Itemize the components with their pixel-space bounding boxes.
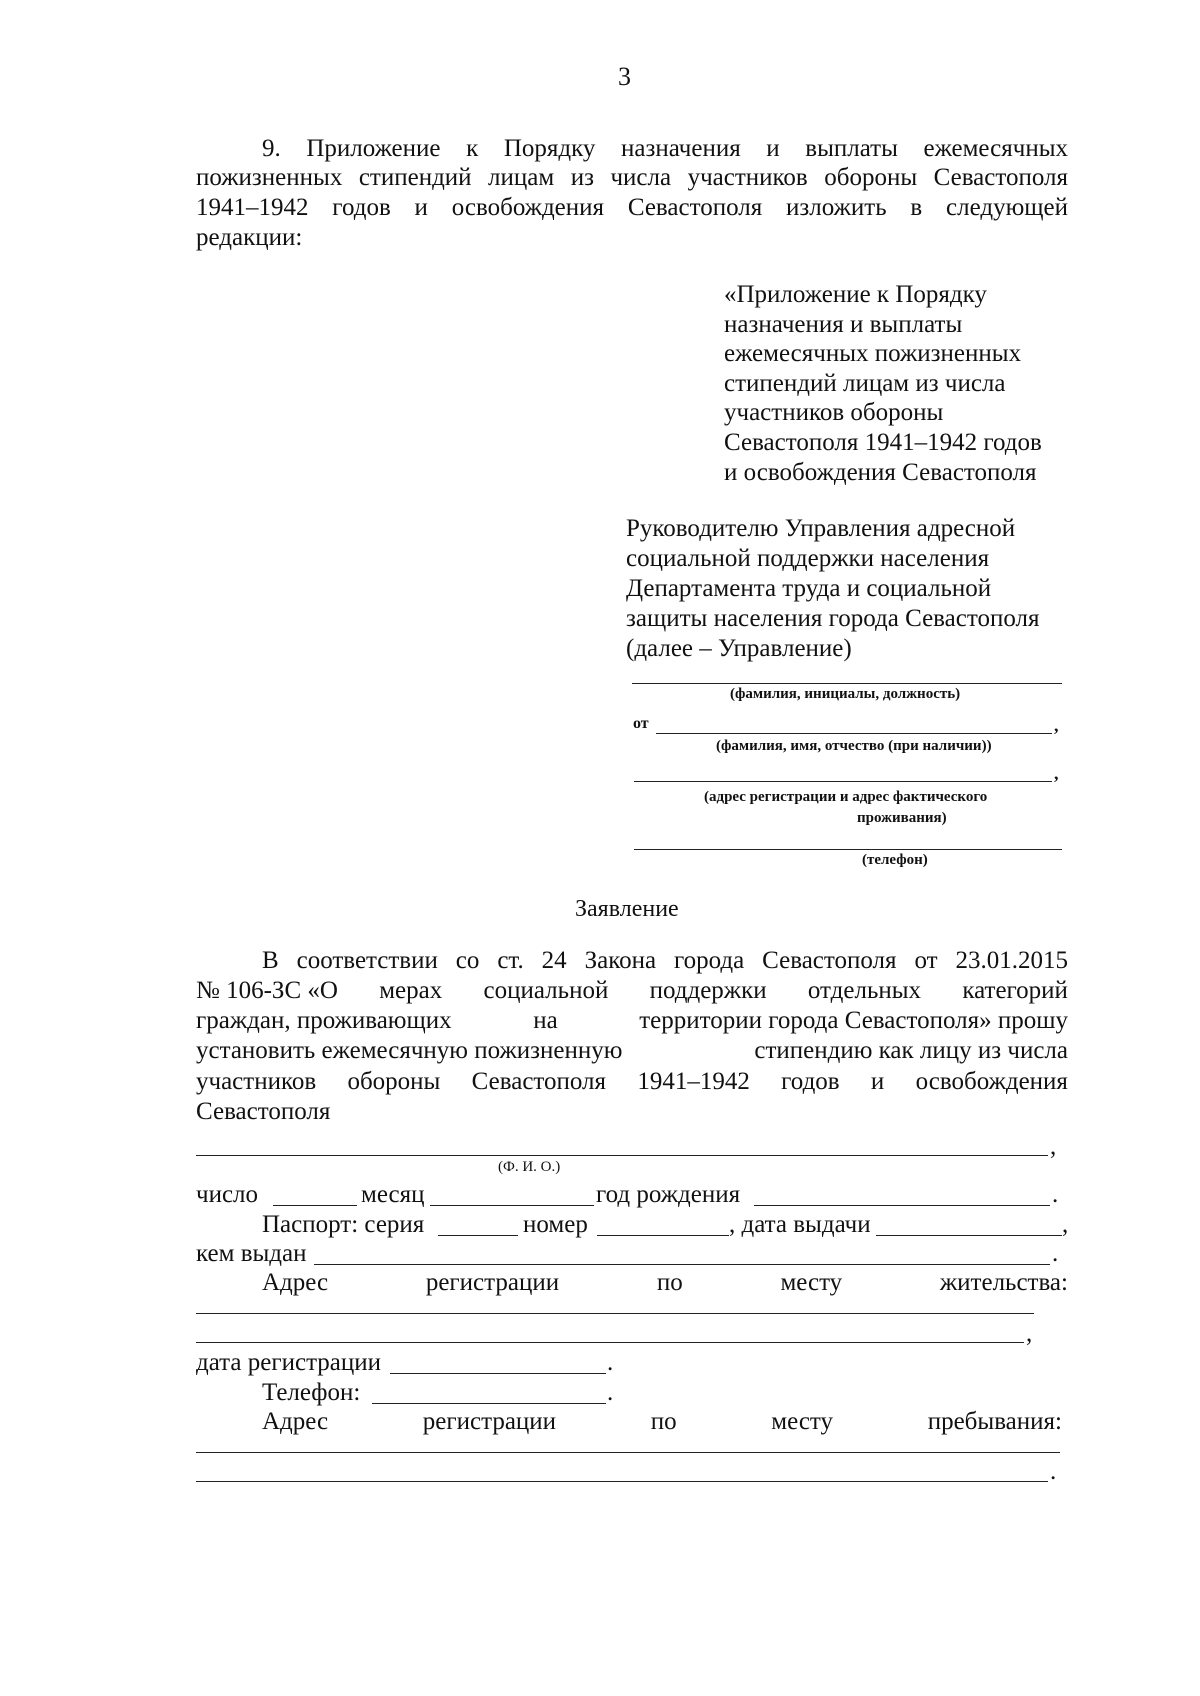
- body-word: 1941–1942: [637, 1068, 750, 1095]
- body-word: стипендию как лицу из числа: [754, 1037, 1068, 1064]
- passport-date-input[interactable]: [876, 1235, 1062, 1236]
- appendix-line: ежемесячных пожизненных: [724, 340, 1022, 368]
- addressee-line: защиты населения города Севастополя: [626, 605, 1040, 632]
- passport-number-input[interactable]: [597, 1235, 729, 1236]
- address-comma: ,: [1054, 763, 1059, 783]
- residence-comma: ,: [1026, 1320, 1033, 1347]
- addressee-line: Департамента труда и социальной: [626, 575, 992, 602]
- residence-word: регистрации: [425, 1269, 560, 1296]
- body-word: поддержки: [649, 977, 767, 1004]
- phone-dot: .: [607, 1379, 614, 1406]
- body-word: обороны: [347, 1068, 441, 1095]
- month-input[interactable]: [430, 1205, 594, 1206]
- issued-by-dot: .: [1052, 1240, 1059, 1267]
- intro-line-4: редакции:: [196, 224, 303, 251]
- from-label: от: [633, 715, 649, 732]
- passport-date-label: , дата выдачи: [729, 1211, 871, 1238]
- body-line-3: [196, 1007, 1068, 1035]
- body-line-2: [196, 977, 1068, 1005]
- residence-address-input-2[interactable]: [196, 1342, 1024, 1343]
- passport-number-label: номер: [523, 1211, 588, 1238]
- applicant-name-line[interactable]: [656, 733, 1052, 734]
- body-word: № 106-ЗС «О: [196, 977, 338, 1004]
- stay-address-dot: .: [1050, 1458, 1057, 1485]
- phone-label: Телефон:: [262, 1379, 361, 1406]
- residence-word: Адрес: [262, 1269, 329, 1296]
- reg-date-label: дата регистрации: [196, 1349, 382, 1376]
- intro-line-3: 1941–1942 годов и освобождения Севастополя изложить в следующей: [196, 194, 1068, 221]
- fio-comma: ,: [1050, 1133, 1057, 1160]
- document-title: Заявление: [575, 896, 679, 922]
- reg-date-dot: .: [607, 1349, 614, 1376]
- address-caption-1: (адрес регистрации и адрес фактического: [704, 789, 988, 805]
- body-word: мерах: [379, 977, 443, 1004]
- fio-line[interactable]: [196, 1155, 1048, 1156]
- month-label: месяц: [361, 1181, 425, 1208]
- residence-word: жительства:: [939, 1269, 1068, 1296]
- addressee-block: [626, 514, 1039, 664]
- issued-by-input[interactable]: [314, 1264, 1050, 1265]
- appendix-header: [724, 280, 1042, 487]
- body-word: Севастополя: [471, 1068, 607, 1095]
- stay-word: по: [650, 1408, 677, 1435]
- body-line-6: Севастополя: [196, 1098, 331, 1125]
- reg-date-input[interactable]: [390, 1373, 606, 1374]
- stay-word: Адрес: [262, 1408, 329, 1435]
- body-line-5: [196, 1068, 1068, 1096]
- body-word: на: [533, 1007, 558, 1034]
- birth-year-input[interactable]: [754, 1205, 1050, 1206]
- stay-address-label: [262, 1408, 1062, 1436]
- page-number: 3: [618, 62, 631, 91]
- appendix-line: назначения и выплаты: [724, 310, 963, 338]
- body-word: и: [870, 1068, 885, 1095]
- stay-word: пребывания:: [927, 1408, 1062, 1435]
- addressee-line: Руководителю Управления адресной: [626, 515, 1016, 542]
- residence-address-label: [262, 1269, 1068, 1297]
- phone-line[interactable]: [634, 849, 1062, 850]
- birth-row-dot: .: [1052, 1181, 1059, 1208]
- body-word: социальной: [483, 977, 609, 1004]
- addressee-line: социальной поддержки населения: [626, 545, 990, 572]
- issued-by-label: кем выдан: [196, 1240, 307, 1267]
- body-word: участников: [196, 1068, 317, 1095]
- phone-caption: (телефон): [862, 852, 928, 868]
- fio-caption: (Ф. И. О.): [498, 1159, 561, 1175]
- residence-word: по: [656, 1269, 683, 1296]
- appendix-line: стипендий лицам из числа: [724, 369, 1006, 397]
- day-input[interactable]: [273, 1205, 357, 1206]
- applicant-name-caption: (фамилия, имя, отчество (при наличии)): [716, 738, 992, 754]
- from-comma: ,: [1054, 715, 1059, 735]
- intro-line-1: 9. Приложение к Порядку назначения и выплаты ежемесячных: [262, 135, 1068, 162]
- body-word: установить ежемесячную пожизненную: [196, 1037, 623, 1064]
- address-line[interactable]: [634, 781, 1052, 782]
- intro-line-2: пожизненных стипендий лицам из числа участников обороны Севастополя: [196, 164, 1068, 191]
- appendix-line: Севастополя 1941–1942 годов: [724, 428, 1042, 456]
- passport-series-label: Паспорт: серия: [262, 1211, 425, 1238]
- birth-year-label: год рождения: [596, 1181, 741, 1208]
- stay-word: месту: [771, 1408, 834, 1435]
- phone-input[interactable]: [372, 1403, 606, 1404]
- appendix-line: «Приложение к Порядку: [724, 281, 987, 308]
- day-label: число: [196, 1181, 259, 1208]
- passport-row-comma: ,: [1062, 1211, 1069, 1238]
- body-word: категорий: [962, 977, 1068, 1004]
- body-line-1: В соответствии со ст. 24 Закона города Севастополя от 23.01.2015: [262, 947, 1068, 974]
- body-line-4: [196, 1037, 1068, 1065]
- addressee-line: (далее – Управление): [626, 635, 852, 662]
- head-name-caption: (фамилия, инициалы, должность): [730, 686, 961, 702]
- body-word: годов: [781, 1068, 840, 1095]
- body-word: граждан, проживающих: [196, 1007, 452, 1034]
- body-word: территории города Севастополя» прошу: [639, 1007, 1068, 1034]
- body-word: освобождения: [915, 1068, 1068, 1095]
- appendix-line: участников обороны: [724, 399, 944, 427]
- body-word: отдельных: [807, 977, 922, 1004]
- residence-word: месту: [780, 1269, 843, 1296]
- appendix-line: и освобождения Севастополя: [724, 458, 1037, 486]
- stay-address-input-1[interactable]: [196, 1452, 1060, 1453]
- residence-address-input-1[interactable]: [196, 1313, 1034, 1314]
- head-name-line[interactable]: [632, 683, 1062, 684]
- stay-word: регистрации: [422, 1408, 557, 1435]
- passport-series-input[interactable]: [438, 1235, 518, 1236]
- stay-address-input-2[interactable]: [196, 1481, 1048, 1482]
- address-caption-2: проживания): [857, 810, 947, 826]
